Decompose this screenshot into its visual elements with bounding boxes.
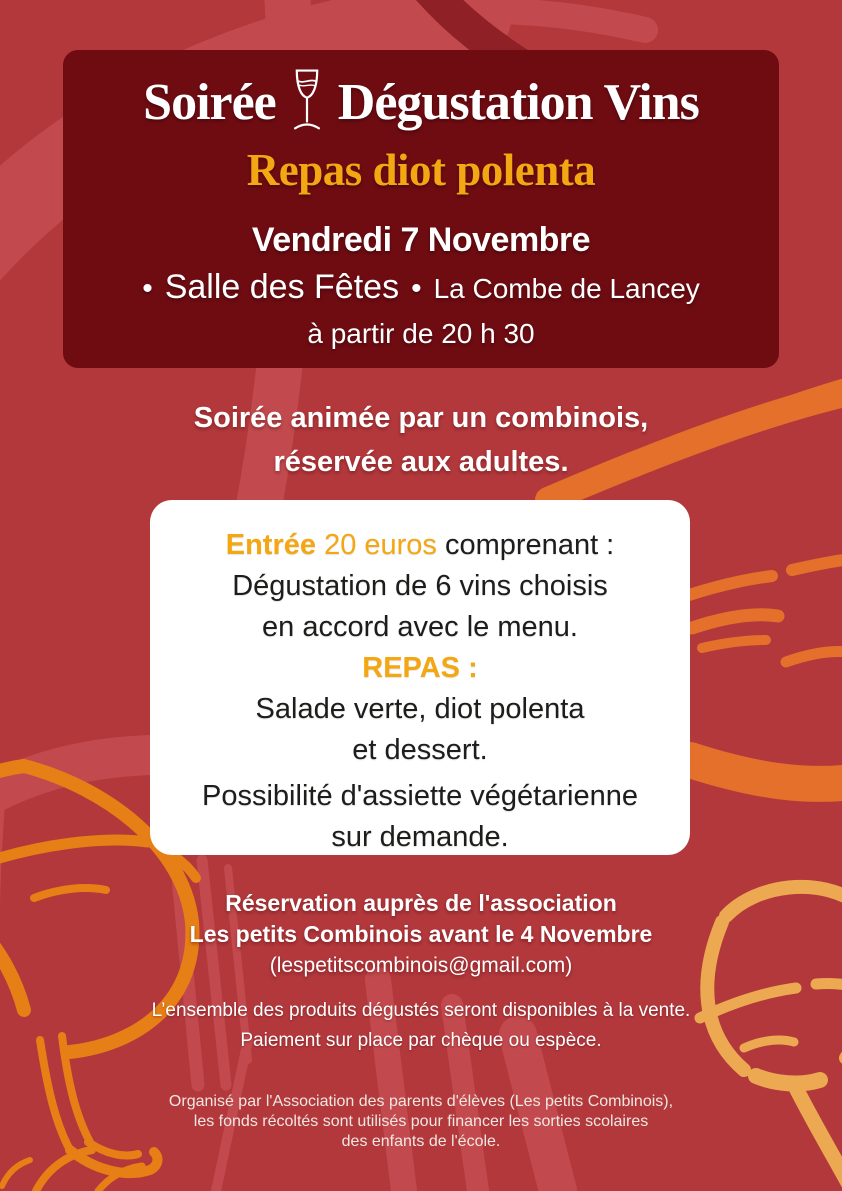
veg-line-2: sur demande. bbox=[331, 821, 509, 853]
intro-line-2: réservée aux adultes. bbox=[273, 446, 569, 478]
subtitle: Repas diot polenta bbox=[246, 145, 596, 195]
reservation-line-1: Réservation auprès de l'association bbox=[225, 890, 617, 916]
venue-name: Salle des Fêtes bbox=[164, 268, 400, 306]
bullet-icon: • bbox=[142, 272, 153, 305]
reservation-email: (lespetitscombinois@gmail.com) bbox=[269, 954, 573, 977]
footer-line-2: les fonds récoltés sont utilisés pour financer les sorties scolaires bbox=[193, 1113, 649, 1130]
event-date: Vendredi 7 Novembre bbox=[251, 221, 591, 259]
intro-line-1: Soirée animée par un combinois, bbox=[193, 402, 649, 434]
organizer-note bbox=[0, 1092, 842, 1152]
meal-label: REPAS : bbox=[362, 652, 478, 684]
sales-line-1: L’ensemble des produits dégustés seront disponibles à la vente. bbox=[151, 1000, 691, 1021]
veg-line-1: Possibilité d'assiette végétarienne bbox=[202, 780, 638, 812]
tasting-line-1: Dégustation de 6 vins choisis bbox=[232, 570, 608, 602]
entry-suffix: comprenant : bbox=[444, 529, 615, 561]
meal-line-2: et dessert. bbox=[352, 734, 488, 766]
event-time: à partir de 20 h 30 bbox=[307, 318, 535, 349]
entry-price-line bbox=[150, 525, 690, 566]
main-title bbox=[143, 62, 699, 142]
entry-price: 20 euros bbox=[324, 529, 437, 561]
sales-info bbox=[0, 996, 842, 1056]
footer-line-1: Organisé par l'Association des parents d'élèves (Les petits Combinois), bbox=[168, 1093, 674, 1110]
wine-glass-icon bbox=[290, 67, 324, 150]
reservation-block bbox=[0, 888, 842, 981]
title-word-soiree: Soirée bbox=[143, 73, 276, 131]
venue-city: La Combe de Lancey bbox=[433, 273, 700, 304]
intro-text bbox=[0, 396, 842, 484]
bullet-icon: • bbox=[411, 272, 422, 305]
meal-line-1: Salade verte, diot polenta bbox=[255, 693, 585, 725]
header-box bbox=[63, 50, 779, 368]
sales-line-2: Paiement sur place par chèque ou espèce. bbox=[240, 1030, 602, 1051]
menu-card bbox=[150, 500, 690, 855]
reservation-line-2: Les petits Combinois avant le 4 Novembre bbox=[189, 921, 653, 947]
entry-label: Entrée bbox=[225, 529, 316, 561]
tasting-line-2: en accord avec le menu. bbox=[262, 611, 578, 643]
footer-line-3: des enfants de l'école. bbox=[341, 1133, 501, 1150]
venue-line bbox=[142, 265, 700, 311]
title-word-degustation: Dégustation Vins bbox=[337, 73, 699, 131]
